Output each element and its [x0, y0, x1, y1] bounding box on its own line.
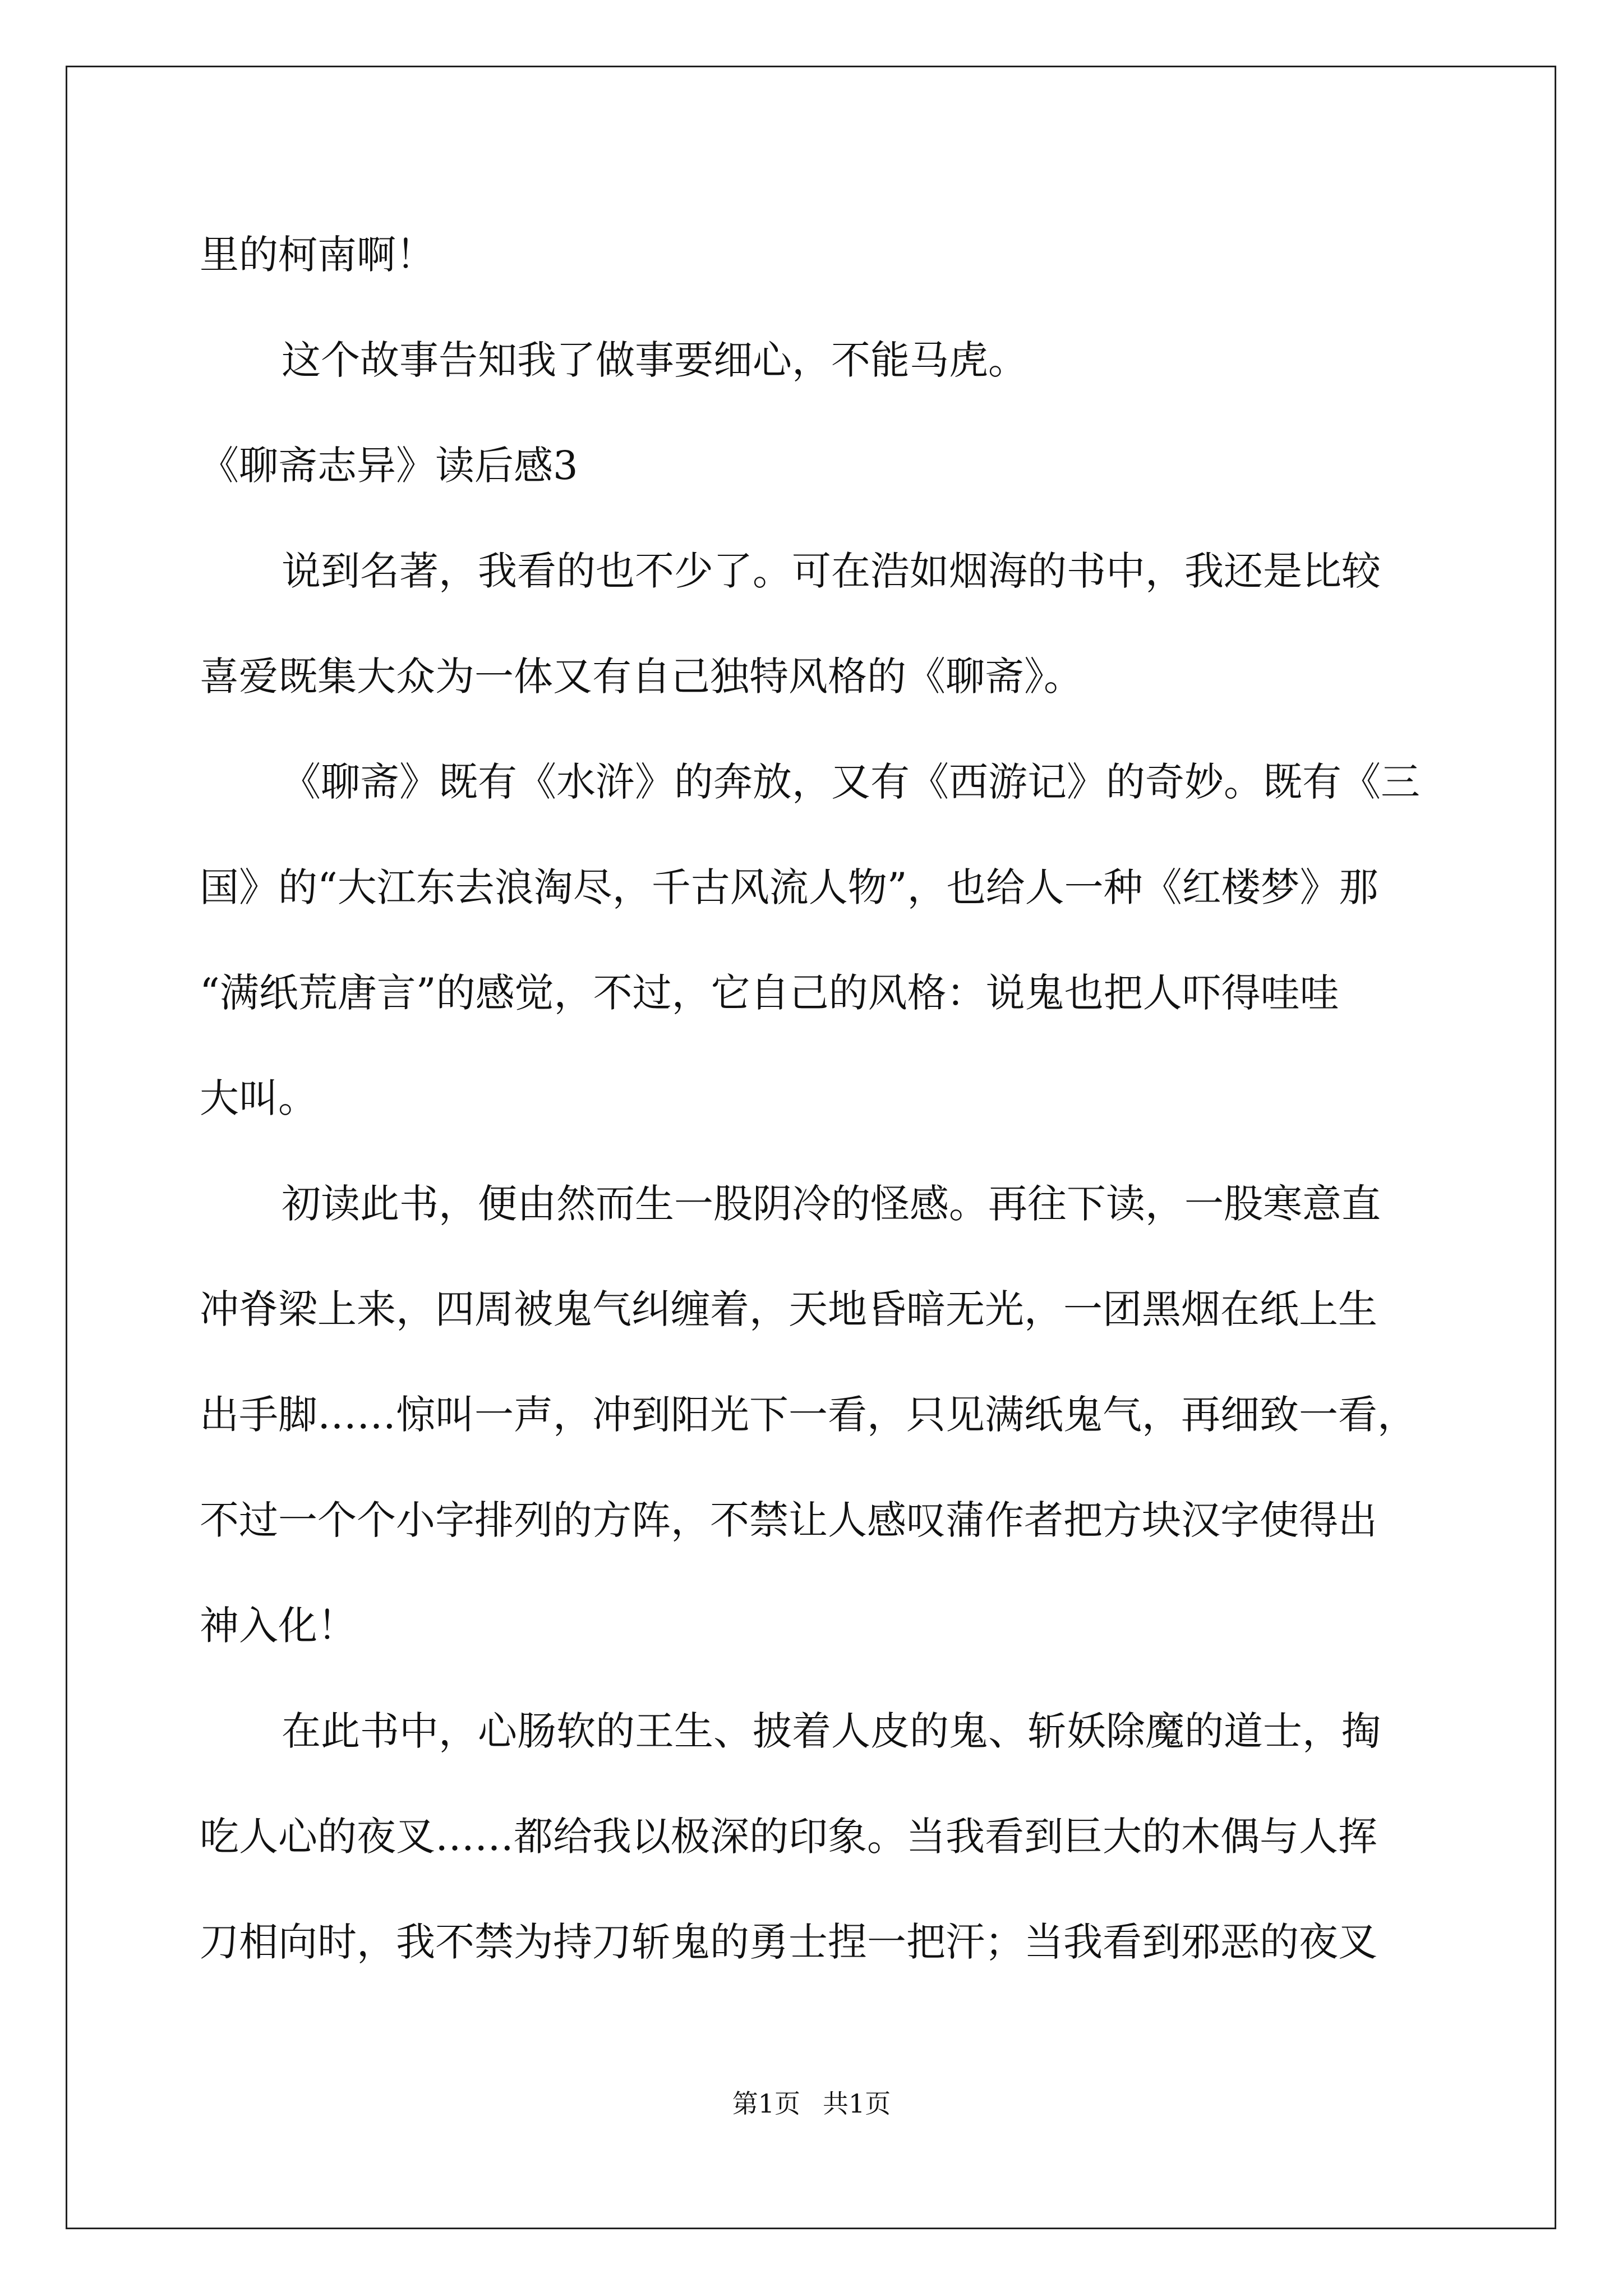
text-line: 《聊斋》既有《水浒》的奔放，又有《西游记》的奇妙。既有《三 [282, 759, 1420, 805]
text-line: 里的柯南啊！ [200, 232, 435, 278]
text-line: 吃人心的夜叉……都给我以极深的印象。当我看到巨大的木偶与人挥 [200, 1814, 1377, 1860]
text-line: 在此书中，心肠软的王生、披着人皮的鬼、斩妖除魔的道士，掏 [282, 1708, 1381, 1754]
page-number: 第1页 [732, 2088, 800, 2119]
page-total: 共1页 [823, 2088, 891, 2119]
text-line: 大叫。 [200, 1075, 317, 1121]
text-line: 初读此书，便由然而生一股阴冷的怪感。再往下读，一股寒意直 [282, 1181, 1381, 1227]
section-heading: 《聊斋志异》读后感3 [200, 443, 578, 489]
text-line: 出手脚……惊叫一声，冲到阳光下一看，只见满纸鬼气，再细致一看， [200, 1392, 1417, 1438]
text-line: 喜爱既集大众为一体又有自己独特风格的《聊斋》。 [200, 654, 1083, 700]
text-line: 说到名著，我看的也不少了。可在浩如烟海的书中，我还是比较 [282, 548, 1381, 594]
text-line: 神入化！ [200, 1603, 357, 1649]
document-body [200, 202, 1456, 1995]
text-line: 不过一个个小字排列的方阵，不禁让人感叹蒲作者把方块汉字使得出 [200, 1497, 1377, 1543]
text-line: 刀相向时，我不禁为持刀斩鬼的勇士捏一把汗；当我看到邪恶的夜叉 [200, 1919, 1377, 1965]
text-line: “满纸荒唐言”的感觉，不过，它自己的风格：说鬼也把人吓得哇哇 [200, 970, 1339, 1016]
text-line: 这个故事告知我了做事要细心，不能马虎。 [282, 337, 1027, 383]
page-footer [0, 2087, 1623, 2120]
text-line: 国》的“大江东去浪淘尽，千古风流人物”，也给人一种《红楼梦》那 [200, 864, 1378, 910]
text-line: 冲脊梁上来，四周被鬼气纠缠着，天地昏暗无光，一团黑烟在纸上生 [200, 1286, 1377, 1332]
